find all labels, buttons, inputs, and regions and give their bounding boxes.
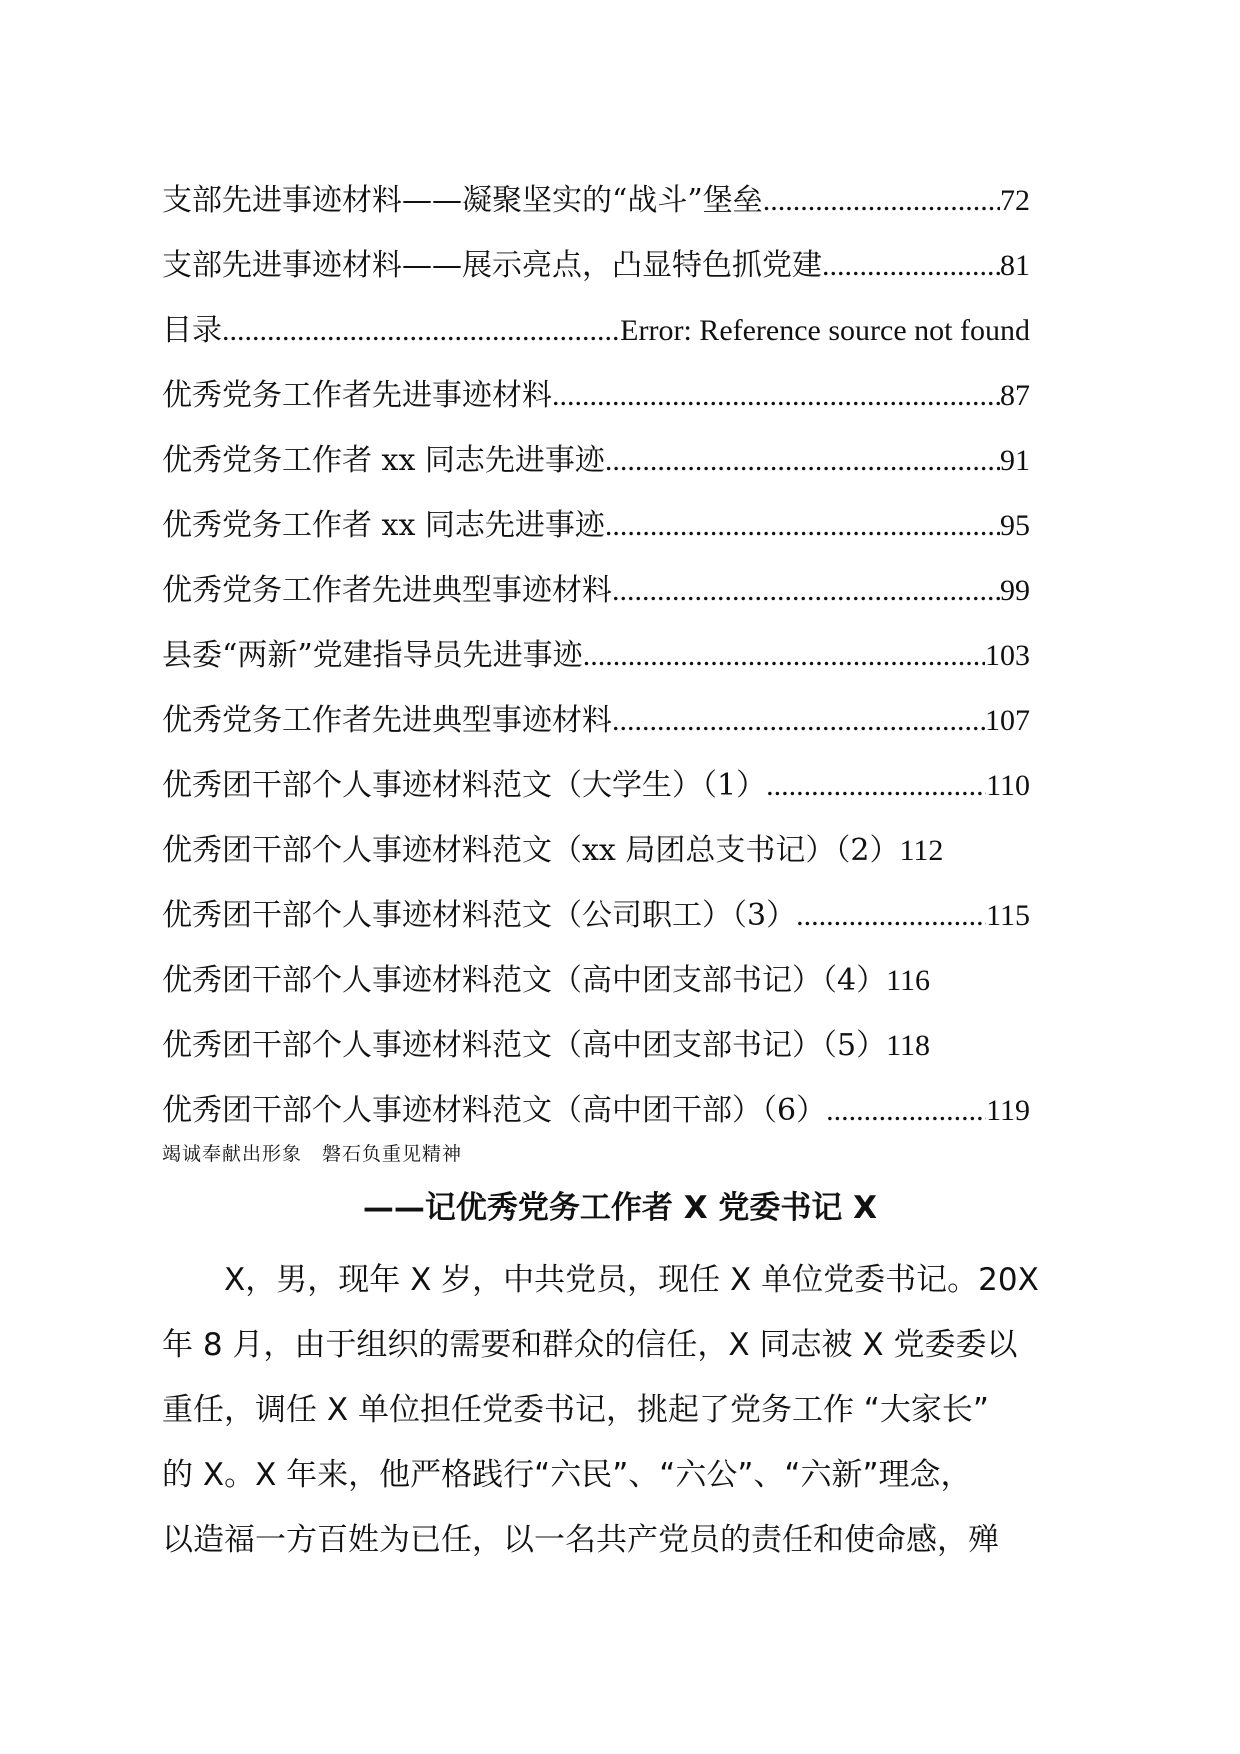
toc-entry-title: 优秀团干部个人事迹材料范文（高中团支部书记）（5） bbox=[162, 1028, 887, 1063]
toc-entry[interactable] bbox=[162, 818, 1030, 883]
toc-entry[interactable] bbox=[162, 363, 1030, 428]
toc-entry-page: 87 bbox=[1000, 379, 1030, 412]
toc-entry-title: 优秀团干部个人事迹材料范文（公司职工）（3） bbox=[162, 898, 797, 933]
toc-entry[interactable] bbox=[162, 1013, 1030, 1078]
toc-entry-title: 支部先进事迹材料——凝聚坚实的“战斗”堡垒 bbox=[162, 183, 763, 218]
toc-entry-page: 110 bbox=[986, 769, 1030, 802]
toc-leader-dots bbox=[822, 233, 1000, 298]
toc-entry-title: 优秀党务工作者先进典型事迹材料 bbox=[162, 703, 612, 738]
toc-entry[interactable] bbox=[162, 233, 1030, 298]
toc-entry-title: 优秀党务工作者 xx 同志先进事迹 bbox=[162, 508, 605, 543]
toc-leader-dots bbox=[605, 493, 1000, 558]
toc-entry-title: 优秀团干部个人事迹材料范文（xx 局团总支书记）（2） bbox=[162, 833, 900, 868]
toc-entry-title: 优秀团干部个人事迹材料范文（高中团支部书记）（4） bbox=[162, 963, 887, 998]
body-line: 的 X。X 年来，他严格践行“六民”、“六公”、“六新”理念， bbox=[162, 1457, 972, 1493]
toc-entry-title: 目录 bbox=[162, 313, 222, 348]
toc-entry-title: 县委“两新”党建指导员先进事迹 bbox=[162, 638, 583, 673]
toc-leader-dots bbox=[612, 688, 985, 753]
toc-entry-title: 优秀党务工作者先进事迹材料 bbox=[162, 378, 552, 413]
toc-entry[interactable] bbox=[162, 298, 1030, 363]
toc-entry[interactable] bbox=[162, 168, 1030, 233]
toc-entry-page: 103 bbox=[985, 639, 1030, 672]
body-line: 重任，调任 X 单位担任党委书记，挑起了党务工作 “大家长” bbox=[162, 1392, 989, 1428]
toc-entry-page: Error: Reference source not found bbox=[620, 314, 1030, 347]
article-body bbox=[162, 1248, 1122, 1573]
toc-entry-title: 支部先进事迹材料——展示亮点，凸显特色抓党建 bbox=[162, 248, 822, 283]
article-subtitle: 竭诚奉献出形象 磐石负重见精神 bbox=[162, 1143, 463, 1165]
toc-entry-page: 115 bbox=[986, 899, 1030, 932]
article-heading: ——记优秀党务工作者 X 党委书记 X bbox=[362, 1190, 878, 1226]
toc-entry[interactable] bbox=[162, 1078, 1030, 1143]
toc-leader-dots bbox=[222, 298, 620, 363]
toc-entry-title: 优秀党务工作者 xx 同志先进事迹 bbox=[162, 443, 605, 478]
toc-entry-page: 119 bbox=[986, 1094, 1030, 1127]
table-of-contents bbox=[162, 168, 1030, 1143]
toc-leader-dots bbox=[826, 1078, 986, 1143]
toc-entry[interactable] bbox=[162, 883, 1030, 948]
toc-entry[interactable] bbox=[162, 558, 1030, 623]
toc-entry[interactable] bbox=[162, 493, 1030, 558]
toc-entry-page: 99 bbox=[1000, 574, 1030, 607]
toc-leader-dots bbox=[605, 428, 1000, 493]
body-line: X，男，现年 X 岁，中共党员，现任 X 单位党委书记。20X bbox=[224, 1262, 1039, 1298]
toc-leader-dots bbox=[766, 753, 986, 818]
toc-entry-page: 118 bbox=[886, 1029, 930, 1062]
toc-entry-page: 91 bbox=[1000, 444, 1030, 477]
toc-entry-page: 72 bbox=[1000, 184, 1030, 217]
body-line: 年 8 月，由于组织的需要和群众的信任，X 同志被 X 党委委以 bbox=[162, 1327, 1018, 1363]
toc-entry-page: 116 bbox=[886, 964, 930, 997]
toc-leader-dots bbox=[552, 363, 1000, 428]
toc-leader-dots bbox=[583, 623, 985, 688]
toc-entry-title: 优秀团干部个人事迹材料范文（高中团干部）（6） bbox=[162, 1093, 827, 1128]
toc-entry[interactable] bbox=[162, 623, 1030, 688]
toc-entry-title: 优秀团干部个人事迹材料范文（大学生）（1） bbox=[162, 768, 767, 803]
toc-entry-page: 107 bbox=[985, 704, 1030, 737]
body-line: 以造福一方百姓为已任，以一名共产党员的责任和使命感，殚 bbox=[162, 1522, 999, 1558]
toc-leader-dots bbox=[796, 883, 986, 948]
toc-entry[interactable] bbox=[162, 428, 1030, 493]
toc-leader-dots bbox=[612, 558, 1000, 623]
toc-entry-page: 81 bbox=[1000, 249, 1030, 282]
toc-leader-dots bbox=[763, 168, 1000, 233]
toc-entry-title: 优秀党务工作者先进典型事迹材料 bbox=[162, 573, 612, 608]
toc-entry[interactable] bbox=[162, 948, 1030, 1013]
toc-entry[interactable] bbox=[162, 753, 1030, 818]
toc-entry-page: 95 bbox=[1000, 509, 1030, 542]
toc-entry-page: 112 bbox=[899, 834, 944, 867]
toc-entry[interactable] bbox=[162, 688, 1030, 753]
